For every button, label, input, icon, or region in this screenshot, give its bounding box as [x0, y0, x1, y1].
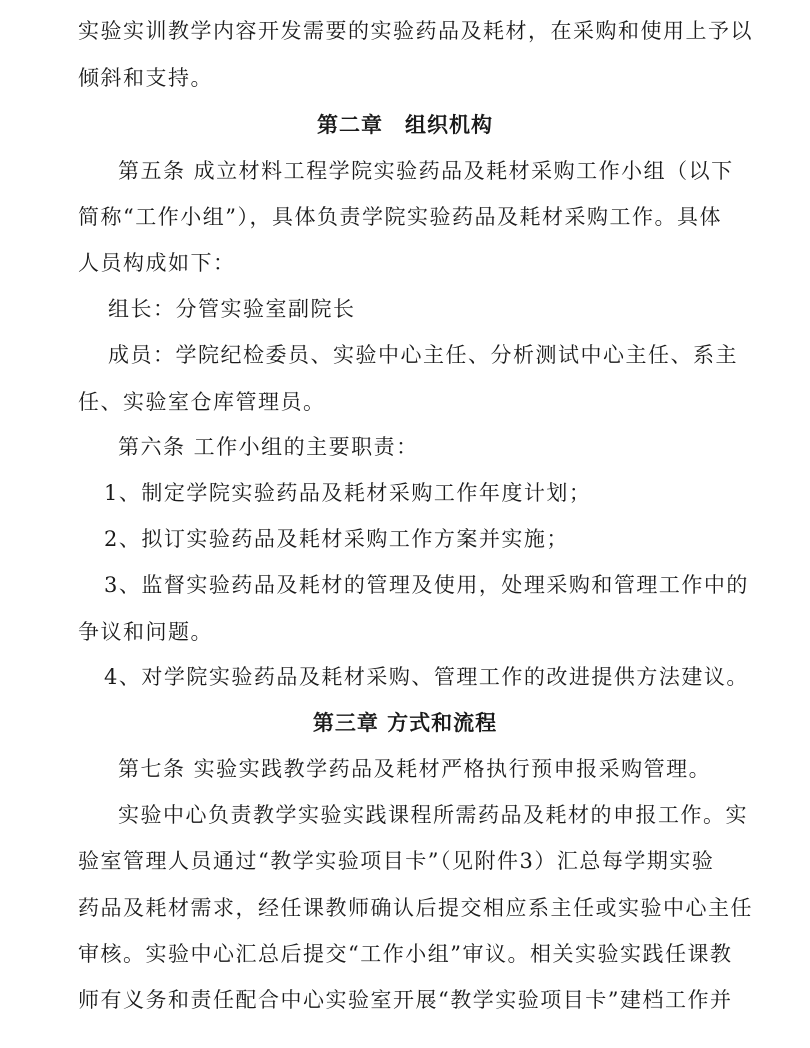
- list-item: 2、拟订实验药品及耗材采购工作方案并实施；: [104, 527, 569, 551]
- paragraph-line: 任、实验室仓库管理员。: [78, 390, 326, 414]
- list-item: 3、监督实验药品及耗材的管理及使用，处理采购和管理工作中的: [104, 573, 749, 597]
- list-item: 4、对学院实验药品及耗材采购、管理工作的改进提供方法建议。: [104, 665, 749, 689]
- chapter-heading: 第三章 方式和流程: [312, 710, 498, 735]
- paragraph-line: 成员：学院纪检委员、实验中心主任、分析测试中心主任、系主: [108, 343, 738, 367]
- chapter-heading: 第二章 组织机构: [317, 112, 493, 137]
- paragraph-line: 争议和问题。: [78, 620, 213, 644]
- paragraph-line: 实验实训教学内容开发需要的实验药品及耗材，在采购和使用上予以: [78, 19, 753, 43]
- paragraph-line: 人员构成如下：: [78, 251, 236, 275]
- paragraph-line: 倾斜和支持。: [78, 66, 213, 90]
- paragraph-line: 审核。实验中心汇总后提交“工作小组”审议。相关实验实践任课教: [78, 942, 733, 966]
- paragraph-line: 药品及耗材需求，经任课教师确认后提交相应系主任或实验中心主任: [78, 896, 753, 920]
- article-line: 第七条 实验实践教学药品及耗材严格执行预申报采购管理。: [118, 757, 712, 781]
- paragraph-line: 简称“工作小组”），具体负责学院实验药品及耗材采购工作。具体: [78, 205, 722, 229]
- article-line: 第六条 工作小组的主要职责：: [118, 435, 419, 459]
- paragraph-line: 验室管理人员通过“教学实验项目卡”（见附件3）汇总每学期实验: [78, 849, 715, 873]
- paragraph-line: 实验中心负责教学实验实践课程所需药品及耗材的申报工作。实: [118, 803, 748, 827]
- article-line: 第五条 成立材料工程学院实验药品及耗材采购工作小组（以下: [118, 159, 734, 183]
- list-item: 1、制定学院实验药品及耗材采购工作年度计划；: [104, 481, 592, 505]
- paragraph-line: 师有义务和责任配合中心实验室开展“教学实验项目卡”建档工作并: [78, 988, 733, 1012]
- paragraph-line: 组长：分管实验室副院长: [108, 297, 356, 321]
